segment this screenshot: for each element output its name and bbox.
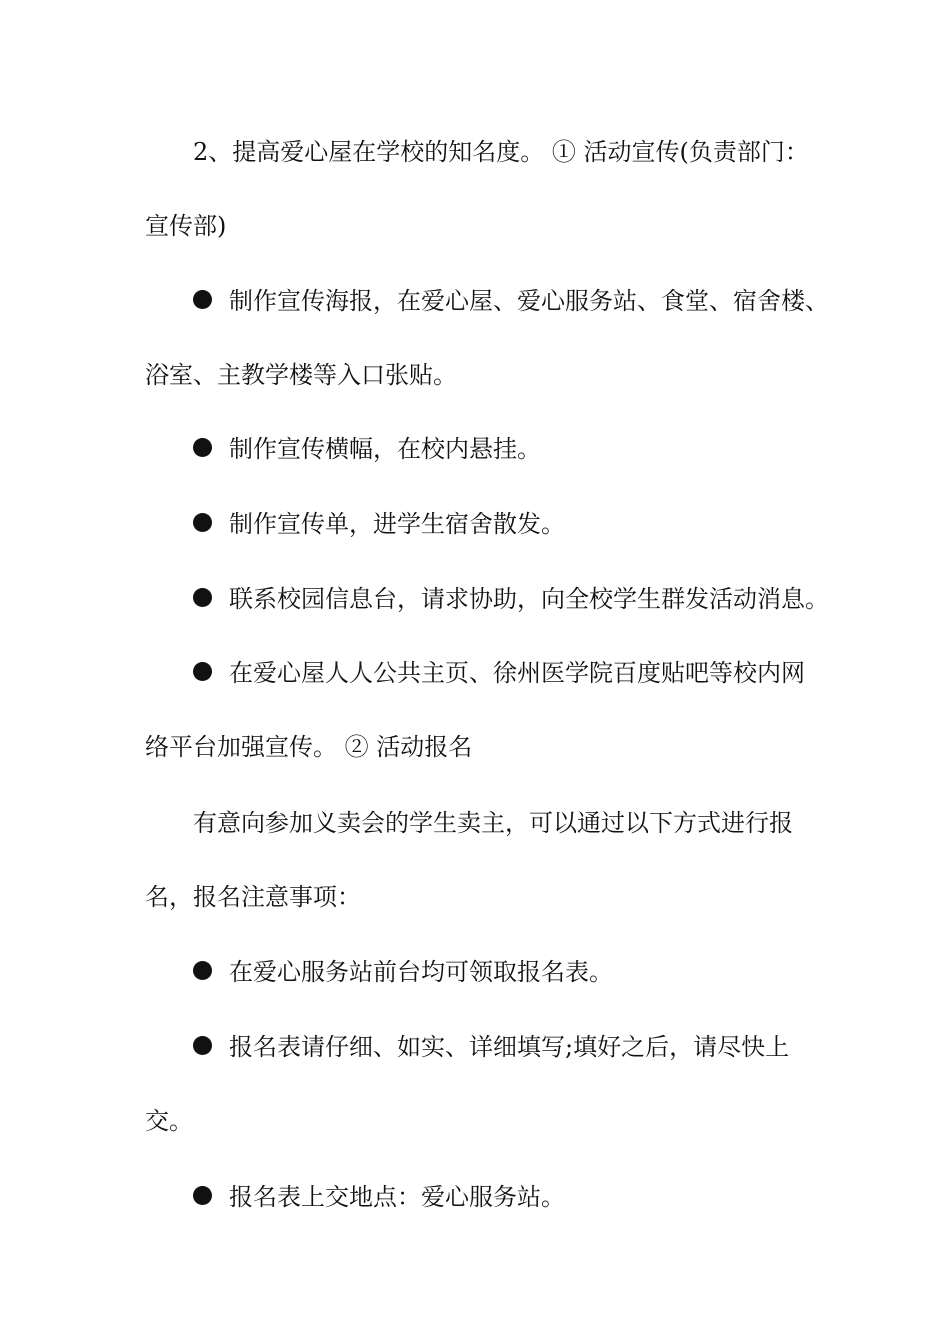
bullet-dot-icon [193,1180,215,1202]
promo-bullet-5-line2: 络平台加强宣传。 ② 活动报名 [145,733,473,761]
section-heading-line2: 宣传部) [145,212,227,240]
bullet-dot-icon [193,955,215,977]
promo-bullet-2: 制作宣传横幅，在校内悬挂。 [229,435,541,463]
bullet-dot-icon [193,432,215,454]
bullet-dot-icon [193,656,215,678]
registration-intro-line2: 名，报名注意事项： [145,883,361,911]
bullet-dot-icon [193,582,215,604]
section-heading-line1: 2、提高爱心屋在学校的知名度。 ① 活动宣传(负责部门： [193,138,809,166]
registration-bullet-2-line2: 交。 [145,1107,193,1135]
registration-bullet-2-line1: 报名表请仔细、如实、详细填写;填好之后，请尽快上 [229,1033,790,1061]
promo-bullet-1-line1: 制作宣传海报，在爱心屋、爱心服务站、食堂、宿舍楼、 [229,287,829,315]
registration-intro-line1: 有意向参加义卖会的学生卖主，可以通过以下方式进行报 [193,809,793,837]
bullet-dot-icon [193,284,215,306]
bullet-dot-icon [193,1030,215,1052]
bullet-dot-icon [193,507,215,529]
promo-bullet-4: 联系校园信息台，请求协助，向全校学生群发活动消息。 [229,585,829,613]
registration-bullet-3: 报名表上交地点：爱心服务站。 [229,1183,565,1211]
promo-bullet-1-line2: 浴室、主教学楼等入口张贴。 [145,361,457,389]
promo-bullet-3: 制作宣传单，进学生宿舍散发。 [229,510,565,538]
registration-bullet-1: 在爱心服务站前台均可领取报名表。 [229,958,613,986]
promo-bullet-5-line1: 在爱心屋人人公共主页、徐州医学院百度贴吧等校内网 [229,659,805,687]
